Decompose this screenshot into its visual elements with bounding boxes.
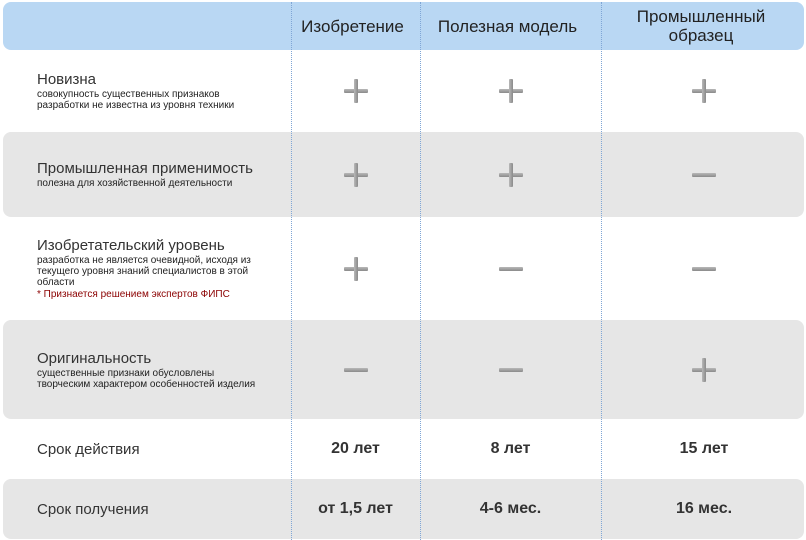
mark-cell — [420, 219, 601, 318]
term-value: 4-6 мес. — [479, 500, 542, 517]
mark-cell — [601, 52, 806, 130]
criterion-description: полезна для хозяйственной деятельности — [37, 178, 233, 189]
header-industrial-design: Промышленный образец — [636, 7, 766, 45]
row-inventive-step — [3, 219, 804, 318]
minus-icon — [691, 256, 717, 282]
term-label: Срок действия — [37, 440, 140, 458]
column-divider — [601, 2, 602, 540]
criterion-cell — [37, 320, 287, 419]
mark-cell — [291, 219, 420, 318]
row-obtaining-term — [3, 479, 804, 539]
row-novelty — [3, 52, 804, 130]
row-originality — [3, 320, 804, 419]
mark-cell — [420, 52, 601, 130]
criterion-cell — [37, 479, 287, 539]
minus-icon — [498, 256, 524, 282]
criterion-note: * Признается решением экспертов ФИПС — [37, 288, 230, 300]
plus-icon — [498, 78, 524, 104]
term-value: от 1,5 лет — [318, 500, 393, 517]
minus-icon — [498, 357, 524, 383]
header-invention: Изобретение — [301, 16, 404, 36]
criterion-title: Промышленная применимость — [37, 160, 253, 177]
plus-icon — [343, 162, 369, 188]
criterion-description: разработка не является очевидной, исходя из текущего уровня знаний специалистов в этой области — [37, 254, 251, 288]
column-divider — [291, 2, 292, 540]
minus-icon — [691, 162, 717, 188]
plus-icon — [691, 357, 717, 383]
criterion-title: Изобретательский уровень — [37, 236, 225, 254]
plus-icon — [343, 256, 369, 282]
criterion-description: существенные признаки обусловлены творческим характером особенностей изделия — [37, 367, 256, 390]
plus-icon — [498, 162, 524, 188]
mark-cell — [420, 132, 601, 217]
mark-cell — [291, 52, 420, 130]
criterion-description: совокупность существенных признаков разработки не известна из уровня техники — [37, 89, 235, 111]
column-divider — [420, 2, 421, 540]
header-utility-model: Полезная модель — [437, 16, 578, 36]
minus-icon — [343, 357, 369, 383]
term-value: 16 мес. — [675, 500, 733, 517]
term-value: 8 лет — [490, 440, 531, 457]
mark-cell — [420, 320, 601, 419]
mark-cell — [601, 219, 806, 318]
term-label: Срок получения — [37, 500, 149, 518]
plus-icon — [691, 78, 717, 104]
mark-cell — [601, 132, 806, 217]
criterion-cell — [37, 421, 287, 477]
criterion-title: Оригинальность — [37, 349, 152, 367]
criterion-cell — [37, 219, 287, 318]
term-value: 15 лет — [679, 440, 729, 457]
mark-cell — [601, 320, 806, 419]
mark-cell — [291, 320, 420, 419]
row-industrial-applicability — [3, 132, 804, 217]
criterion-title: Новизна — [37, 71, 97, 88]
row-validity-term — [3, 421, 804, 477]
plus-icon — [343, 78, 369, 104]
term-value: 20 лет — [331, 440, 380, 457]
mark-cell — [291, 132, 420, 217]
criterion-cell — [37, 52, 287, 130]
criterion-cell — [37, 132, 287, 217]
